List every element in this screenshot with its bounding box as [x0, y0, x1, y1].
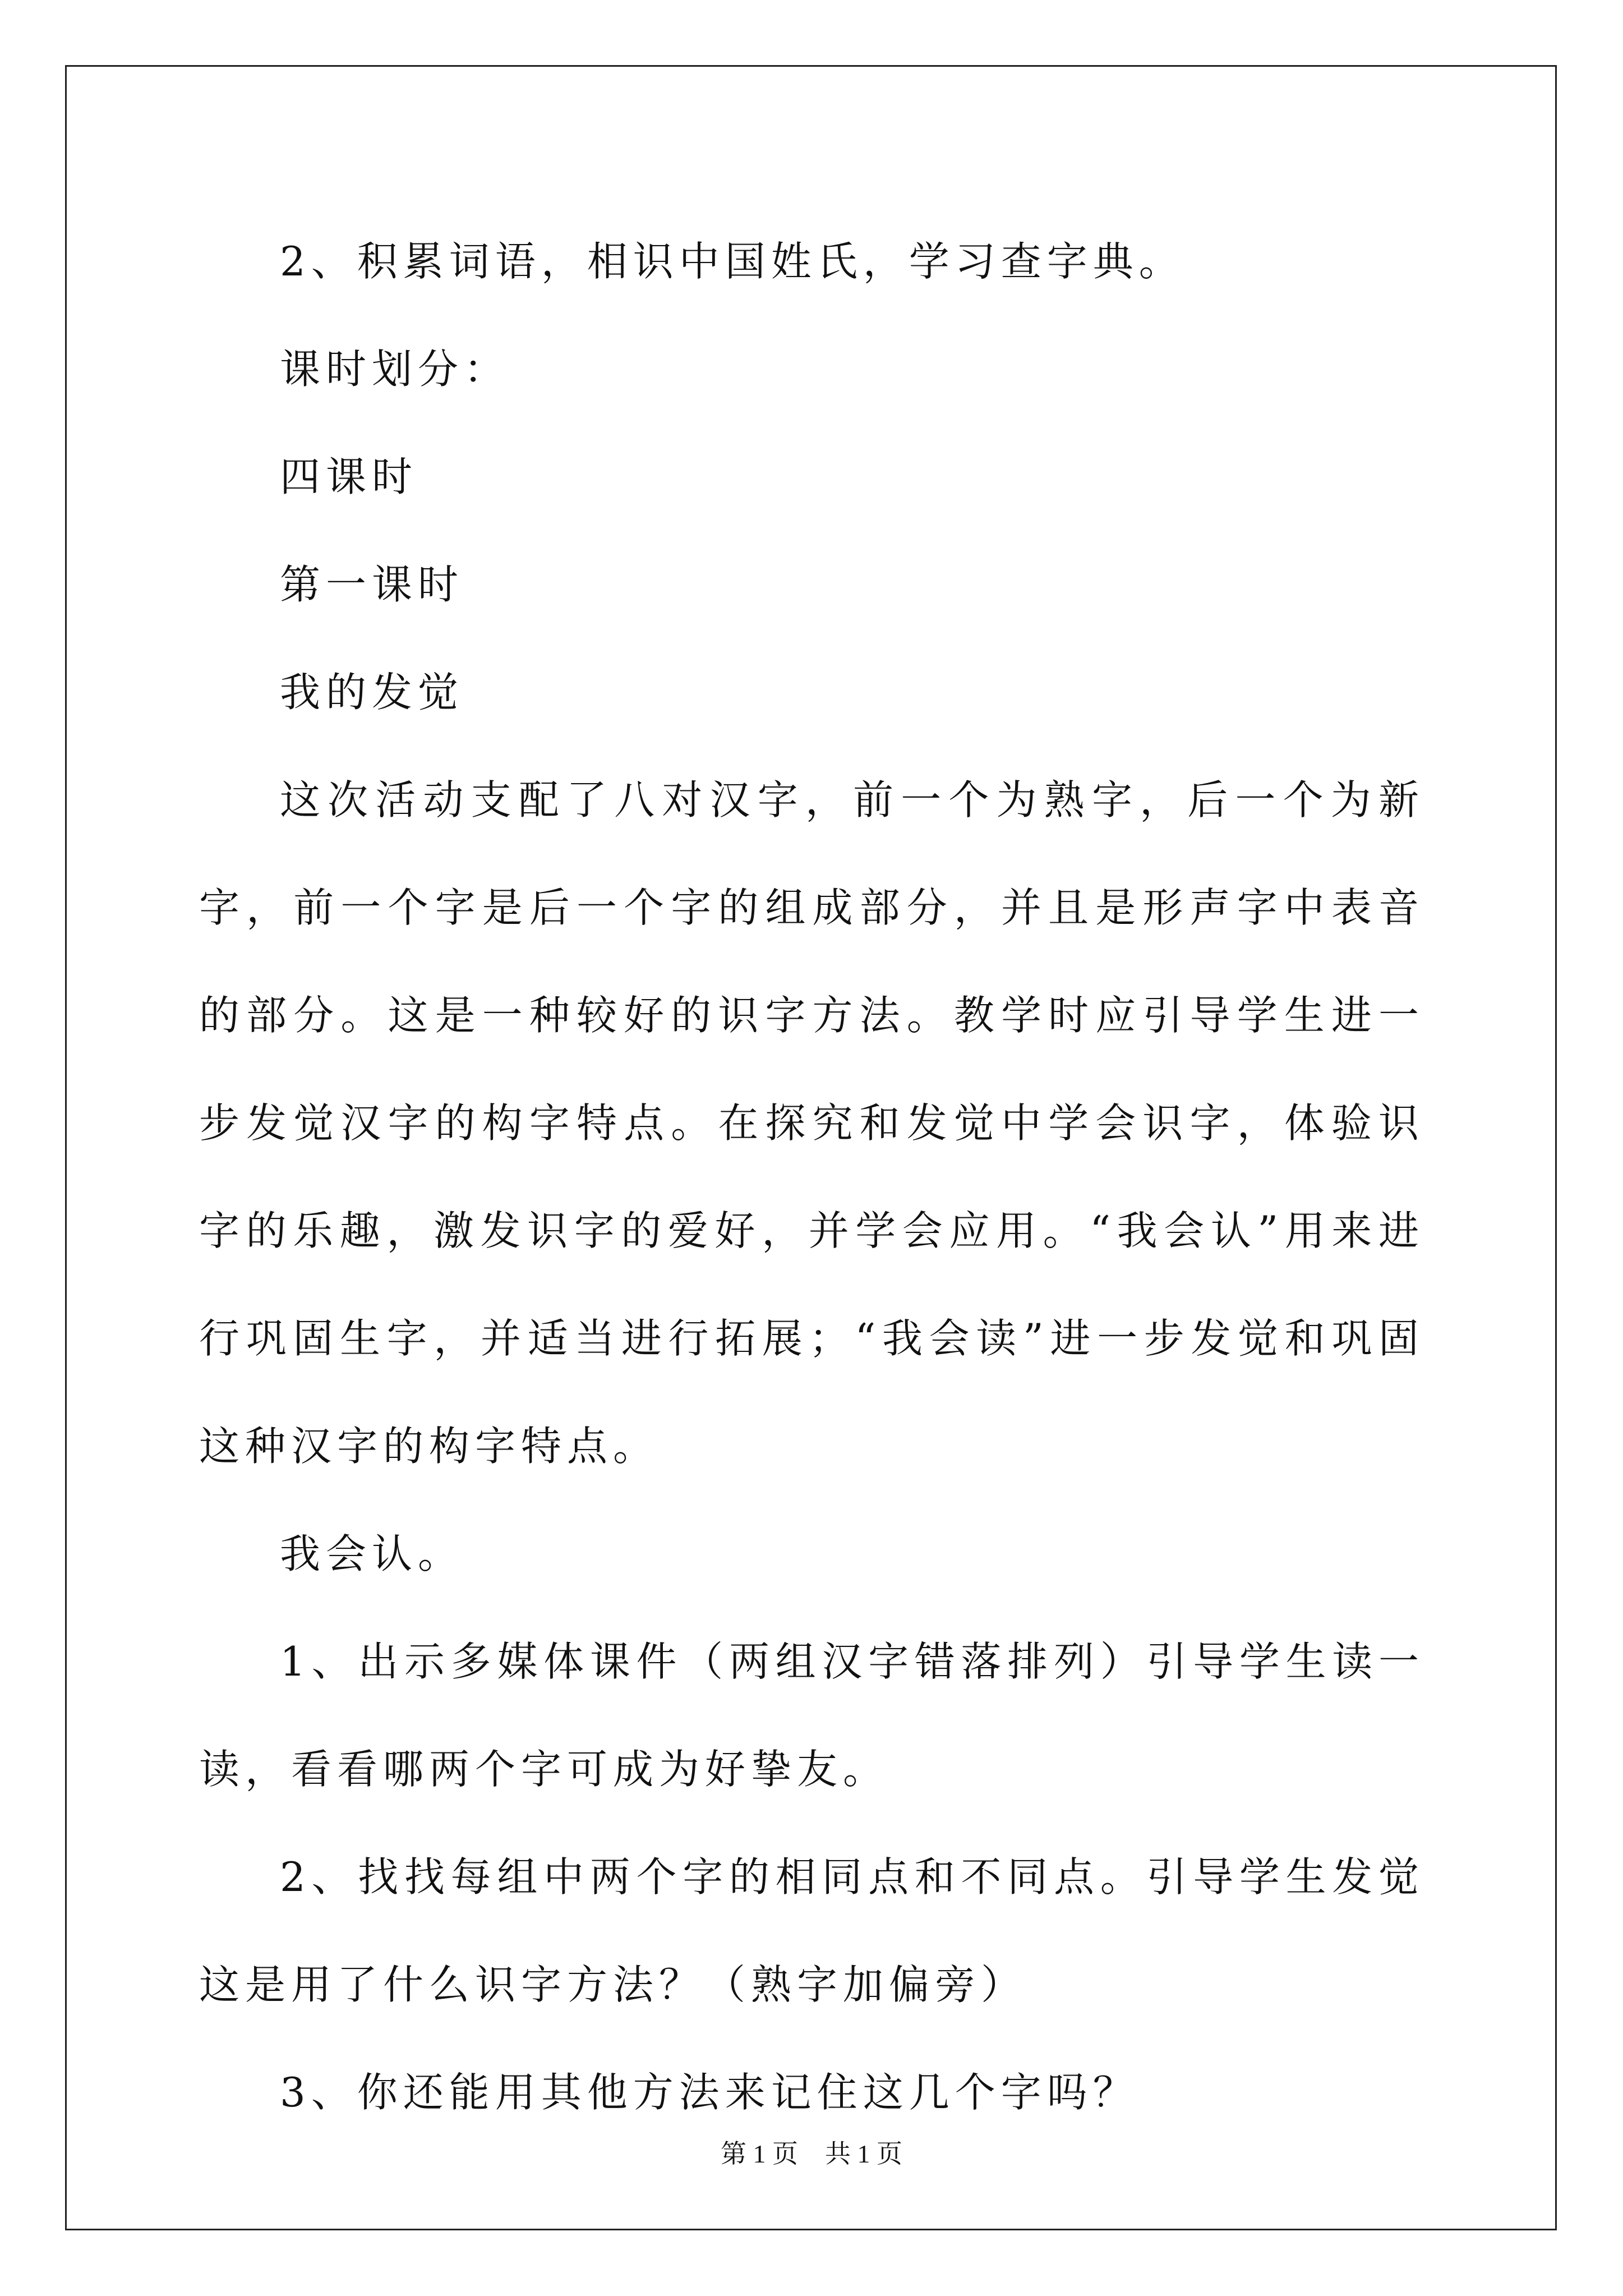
paragraph-8: 1、出示多媒体课件（两组汉字错落排列）引导学生读一读，看看哪两个字可成为好挚友。	[199, 1638, 1424, 1793]
paragraph-6: 这次活动支配了八对汉字，前一个为熟字，后一个为新字，前一个字是后一个字的组成部分，并且是形声字中表音的部分。这是一种较好的识字方法。教学时应引导学生进一步发觉汉字的构字特点。在探究和发觉中学会识字，体验识字的乐趣，激发识字的爱好，并学会应用。“我会认”用来进行巩固生字，并适当进行拓展；“我会读”进一步发觉和巩固这种汉字的构字特点。	[199, 776, 1424, 1470]
page-total: 共 1 页	[825, 2139, 902, 2168]
paragraph-2: 课时划分：	[280, 346, 510, 393]
page-footer	[0, 2137, 1623, 2171]
page-number: 第 1 页	[721, 2139, 798, 2168]
paragraph-7: 我会认。	[280, 1530, 464, 1577]
paragraph-3: 四课时	[280, 453, 418, 500]
paragraph-10: 3、你还能用其他方法来记住这几个字吗？	[280, 2069, 1139, 2116]
document-body	[199, 208, 1424, 2146]
paragraph-9: 2、找找每组中两个字的相同点和不同点。引导学生发觉这是用了什么识字方法？（熟字加偏旁）	[199, 1853, 1424, 2008]
paragraph-1: 2、积累词语，相识中国姓氏，学习查字典。	[280, 238, 1185, 285]
paragraph-5: 我的发觉	[280, 669, 464, 716]
paragraph-4: 第一课时	[280, 561, 464, 608]
